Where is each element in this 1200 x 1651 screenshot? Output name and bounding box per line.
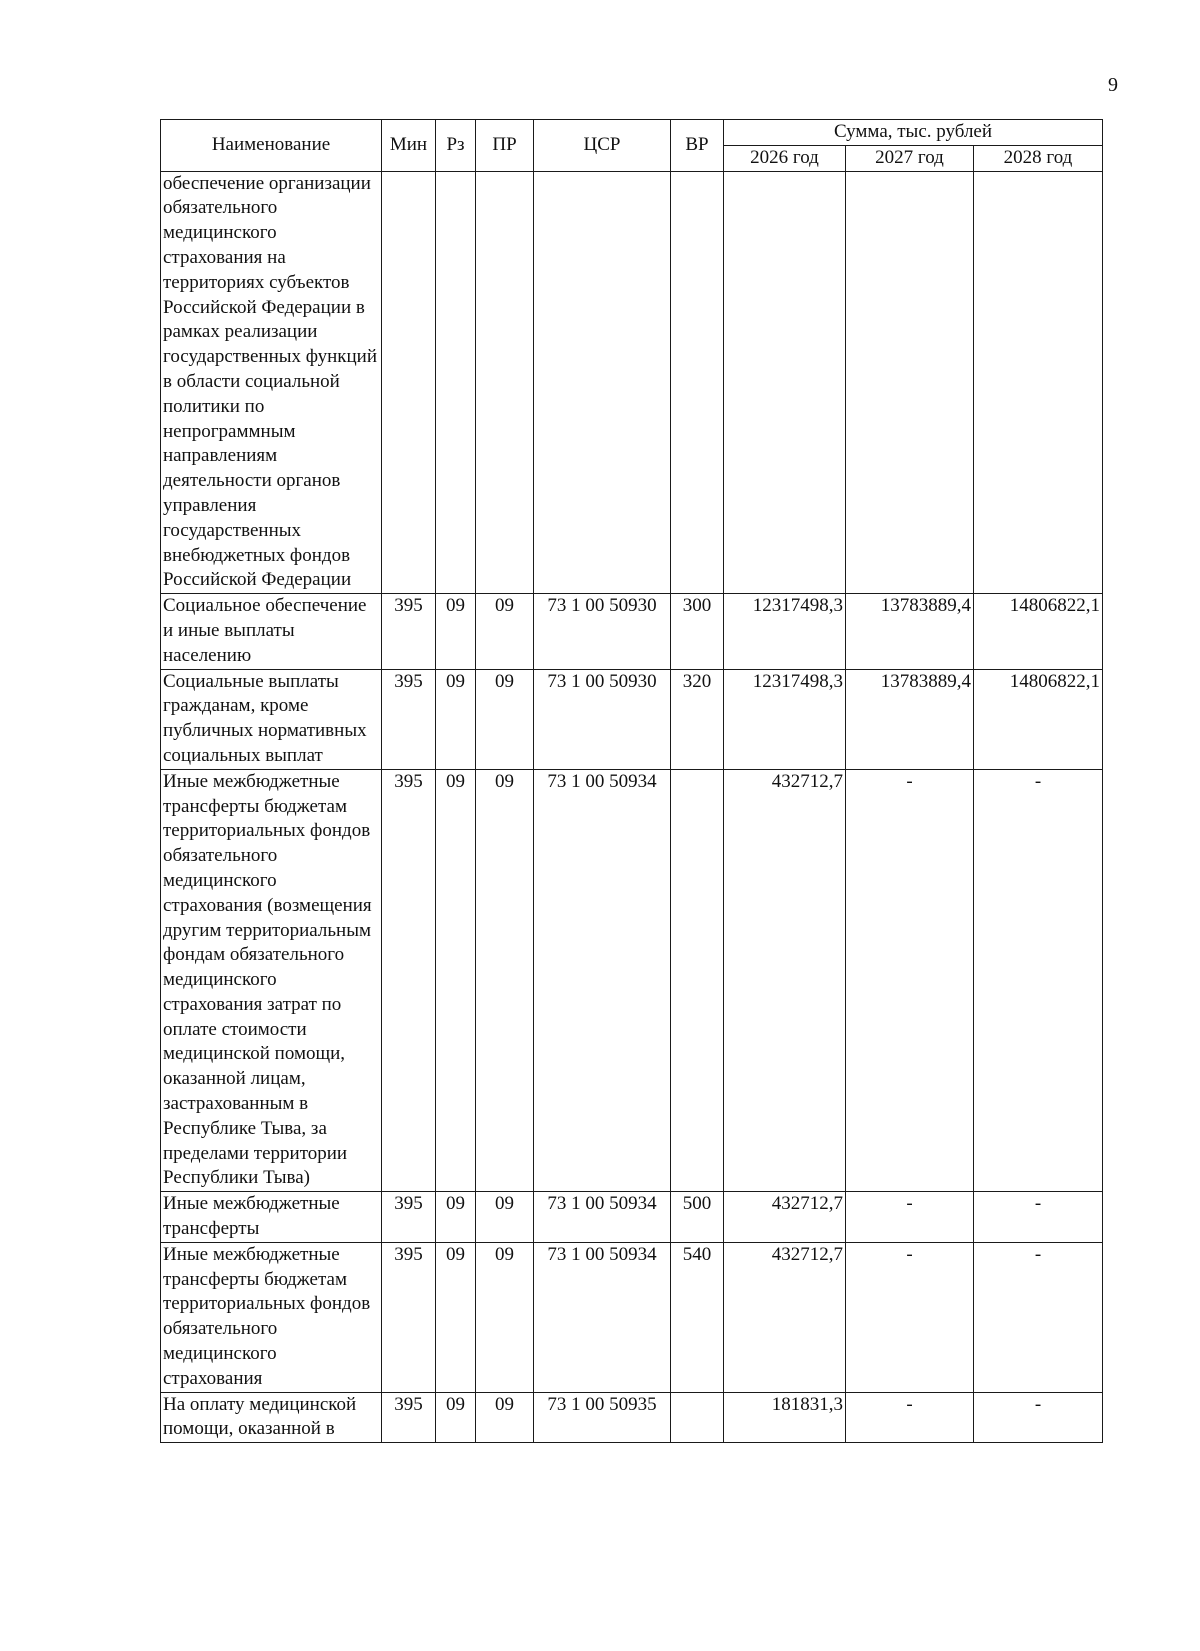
cell-amount-2027: 13783889,4 (846, 669, 974, 769)
header-vr: ВР (671, 120, 724, 172)
table-row (161, 669, 1103, 769)
cell-vr: 300 (671, 594, 724, 669)
cell-name: Социальное обеспечение и иные выплаты населению (161, 594, 382, 669)
cell-rz: 09 (436, 769, 476, 1192)
header-year-2028: 2028 год (974, 145, 1103, 171)
header-min: Мин (382, 120, 436, 172)
cell-name: Иные межбюджетные трансферты (161, 1192, 382, 1243)
cell-amount-2027: - (846, 1392, 974, 1443)
cell-name: Социальные выплаты гражданам, кроме публичных нормативных социальных выплат (161, 669, 382, 769)
cell-pr (476, 171, 534, 594)
cell-name: На оплату медицинской помощи, оказанной в (161, 1392, 382, 1443)
cell-amount-2027: 13783889,4 (846, 594, 974, 669)
cell-name: Иные межбюджетные трансферты бюджетам территориальных фондов обязательного медицинского страхования (возмещения другим территориальным фондам обязательного медицинского страхования затрат по оплате стоимости медицинской помощи, оказанной лицам, застрахованным в Республике Тыва, за пределами территории Республики Тыва) (161, 769, 382, 1192)
header-pr: ПР (476, 120, 534, 172)
cell-csr: 73 1 00 50930 (534, 594, 671, 669)
table-row (161, 171, 1103, 594)
header-sum: Сумма, тыс. рублей (724, 120, 1103, 146)
cell-csr: 73 1 00 50934 (534, 769, 671, 1192)
cell-amount-2026 (724, 171, 846, 594)
table-header (161, 120, 1103, 172)
header-year-2026: 2026 год (724, 145, 846, 171)
cell-vr (671, 1392, 724, 1443)
cell-rz: 09 (436, 594, 476, 669)
table-row (161, 769, 1103, 1192)
cell-vr: 540 (671, 1242, 724, 1392)
cell-vr: 500 (671, 1192, 724, 1243)
cell-csr: 73 1 00 50935 (534, 1392, 671, 1443)
cell-rz: 09 (436, 1192, 476, 1243)
cell-pr: 09 (476, 1192, 534, 1243)
cell-rz (436, 171, 476, 594)
cell-amount-2027: - (846, 1242, 974, 1392)
budget-table (160, 119, 1103, 1443)
table-row (161, 1242, 1103, 1392)
cell-vr (671, 171, 724, 594)
cell-amount-2026: 12317498,3 (724, 594, 846, 669)
cell-amount-2026: 12317498,3 (724, 669, 846, 769)
cell-rz: 09 (436, 1392, 476, 1443)
table-row (161, 1192, 1103, 1243)
header-name: Наименование (161, 120, 382, 172)
cell-min: 395 (382, 769, 436, 1192)
cell-rz: 09 (436, 669, 476, 769)
cell-amount-2027: - (846, 1192, 974, 1243)
cell-pr: 09 (476, 769, 534, 1192)
cell-amount-2026: 432712,7 (724, 769, 846, 1192)
cell-vr: 320 (671, 669, 724, 769)
cell-amount-2026: 432712,7 (724, 1192, 846, 1243)
cell-name: обеспечение организации обязательного медицинского страхования на территориях субъектов Российской Федерации в рамках реализации государственных функций в области социальной политики по непрограммным направлениям деятельности органов управления государственных внебюджетных фондов Российской Федерации (161, 171, 382, 594)
page-number: 9 (1108, 74, 1118, 96)
table-row (161, 594, 1103, 669)
cell-amount-2028: - (974, 1392, 1103, 1443)
cell-csr (534, 171, 671, 594)
cell-pr: 09 (476, 1392, 534, 1443)
cell-min: 395 (382, 1192, 436, 1243)
cell-vr (671, 769, 724, 1192)
table-row (161, 1392, 1103, 1443)
header-year-2027: 2027 год (846, 145, 974, 171)
cell-min (382, 171, 436, 594)
cell-csr: 73 1 00 50934 (534, 1192, 671, 1243)
cell-min: 395 (382, 669, 436, 769)
cell-amount-2028: - (974, 1242, 1103, 1392)
cell-min: 395 (382, 1392, 436, 1443)
cell-csr: 73 1 00 50930 (534, 669, 671, 769)
cell-pr: 09 (476, 594, 534, 669)
header-rz: Рз (436, 120, 476, 172)
cell-amount-2028: 14806822,1 (974, 594, 1103, 669)
cell-pr: 09 (476, 669, 534, 769)
cell-csr: 73 1 00 50934 (534, 1242, 671, 1392)
cell-amount-2026: 432712,7 (724, 1242, 846, 1392)
cell-amount-2028: 14806822,1 (974, 669, 1103, 769)
cell-amount-2027 (846, 171, 974, 594)
cell-amount-2026: 181831,3 (724, 1392, 846, 1443)
header-csr: ЦСР (534, 120, 671, 172)
cell-amount-2028: - (974, 769, 1103, 1192)
cell-amount-2027: - (846, 769, 974, 1192)
cell-rz: 09 (436, 1242, 476, 1392)
cell-min: 395 (382, 594, 436, 669)
cell-name: Иные межбюджетные трансферты бюджетам территориальных фондов обязательного медицинского страхования (161, 1242, 382, 1392)
cell-pr: 09 (476, 1242, 534, 1392)
cell-amount-2028: - (974, 1192, 1103, 1243)
cell-amount-2028 (974, 171, 1103, 594)
table-body (161, 171, 1103, 1443)
cell-min: 395 (382, 1242, 436, 1392)
